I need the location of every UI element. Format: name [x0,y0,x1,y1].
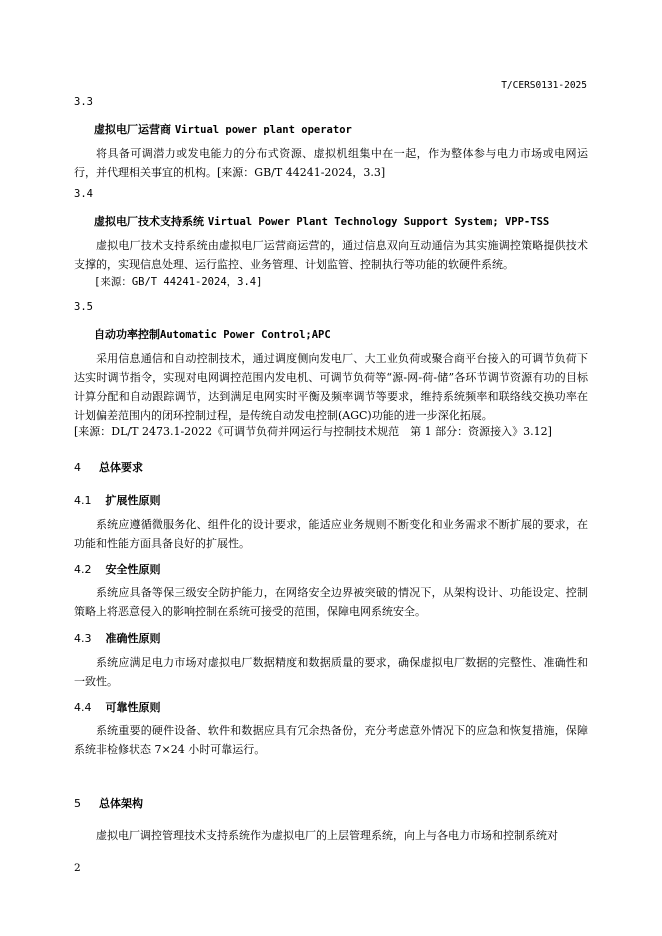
subsection-text: 系统应遵循微服务化、组件化的设计要求，能适应业务规则不断变化和业务需求不断扩展的要求，在功能和性能方面具备良好的扩展性。 [74,518,588,550]
section-number: 5 [74,797,81,810]
term-heading [94,213,549,229]
section-number: 4 [74,461,81,474]
document-id: T/CERS0131-2025 [501,80,587,91]
section-text: 虚拟电厂调控管理技术支持系统作为虚拟电厂的上层管理系统，向上与各电力市场和控制系统对 [96,829,558,842]
subsection-text: 系统重要的硬件设备、软件和数据应具有冗余热备份，充分考虑意外情况下的应急和恢复措施，保障系统非检修状态 7×24 小时可靠运行。 [74,724,588,756]
subsection-number: 4.1 [74,494,92,507]
subsection-number: 4.4 [74,701,92,714]
subsection-heading [74,699,161,715]
term-zh: 虚拟电厂运营商 [94,123,171,136]
term-en: Virtual power plant operator [174,124,352,136]
subsection-number: 4.2 [74,563,92,576]
subsection-heading [74,492,161,508]
section-title: 总体架构 [99,797,143,810]
subsection-heading [74,561,161,577]
subsection-title: 安全性原则 [105,563,161,576]
clause-number: 3.3 [74,96,93,108]
section-title: 总体要求 [99,461,143,474]
term-source: [来源：DL/T 2473.1-2022《可调节负荷并网运行与控制技术规范 第 1 部分：资源接入》3.12] [74,425,552,438]
term-definition: 采用信息通信和自动控制技术，通过调度侧向发电厂、大工业负荷或聚合商平台接入的可调节负荷下达实时调节指令，实现对电网调控范围内发电机、可调节负荷等“源-网-荷-储”各环节调节资源有功的目标计算分配和自动跟踪调节，达到满足电网实时平衡及频率调节等要求，维持系统频率和联络线交换功率在计划偏差范围内的闭环控制过程，是传统自动发电控制(AGC)功能的进一步深化拓展。 [74,352,588,422]
term-zh: 虚拟电厂技术支持系统 [94,215,204,228]
subsection-heading [74,630,161,646]
subsection-number: 4.3 [74,632,92,645]
term-zh: 自动功率控制 [94,328,160,341]
clause-number: 3.5 [74,301,93,313]
term-en: Virtual Power Plant Technology Support System; VPP-TSS [207,216,550,228]
subsection-text: 系统应具备等保三级安全防护能力，在网络安全边界被突破的情况下，从架构设计、功能设定、控制策略上将恶意侵入的影响控制在系统可接受的范围，保障电网系统安全。 [74,586,588,618]
term-en: Automatic Power Control;APC [160,329,331,341]
term-heading [94,121,352,137]
subsection-title: 扩展性原则 [105,494,161,507]
clause-number: 3.4 [74,188,93,200]
term-definition: 虚拟电厂技术支持系统由虚拟电厂运营商运营的，通过信息双向互动通信为其实施调控策略提供技术支撑的，实现信息处理、运行监控、业务管理、计划监管、控制执行等功能的软硬件系统。 [74,239,588,271]
subsection-title: 准确性原则 [105,632,161,645]
subsection-text: 系统应满足电力市场对虚拟电厂数据精度和数据质量的要求，确保虚拟电厂数据的完整性、准确性和一致性。 [74,656,588,688]
term-definition: 将具备可调潜力或发电能力的分布式资源、虚拟机组集中在一起，作为整体参与电力市场或电网运行，并代理相关事宜的机构。[来源：GB/T 44241-2024，3.3] [74,147,588,179]
term-source: [来源：GB/T 44241-2024，3.4] [94,276,263,288]
section-heading [74,459,143,475]
subsection-title: 可靠性原则 [105,701,161,714]
term-heading [94,326,331,342]
page-number: 2 [74,862,81,874]
section-heading [74,795,143,811]
